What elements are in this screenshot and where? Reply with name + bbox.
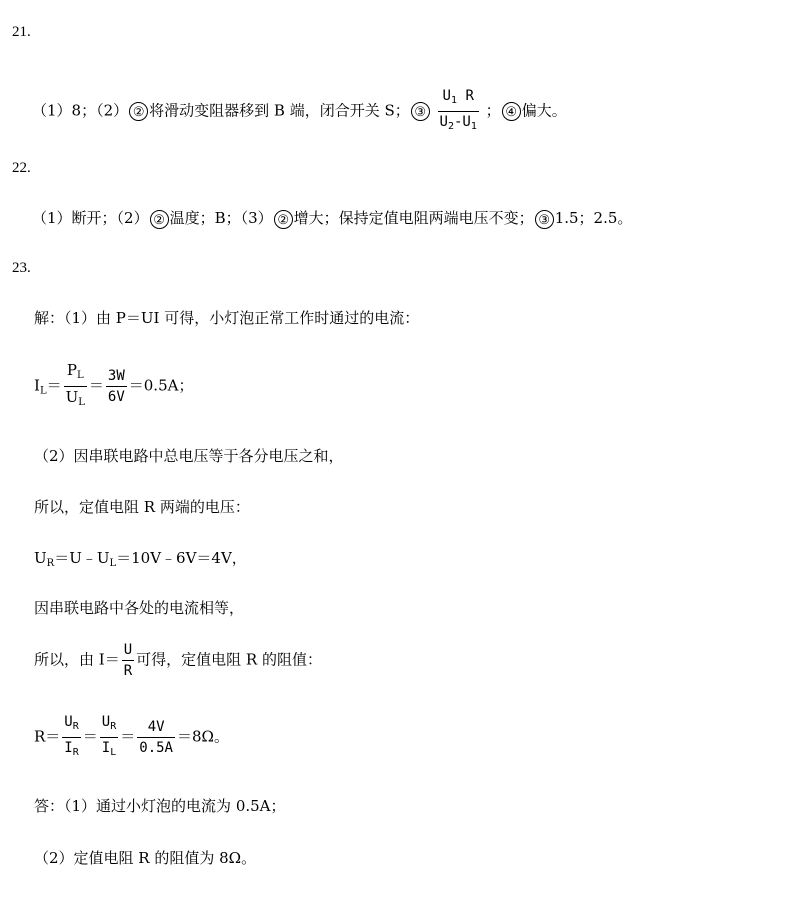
question-number-22: 22. <box>12 160 31 176</box>
question-number-23: 23. <box>12 260 31 276</box>
current-equation: $I_L=$ $\frac{P_L}{U_L}$ ＝ $\frac{3W}{6V}$ ＝0.5A； <box>34 360 193 413</box>
solution-line-6: 因串联电路中各处的电流相等， <box>34 599 245 617</box>
separator: ； <box>485 101 501 120</box>
answer-22-step4: 1.5；2.5。 <box>554 209 633 227</box>
answer-22-line <box>32 208 632 229</box>
answer-22-step3: 增大；保持定值电阻两端电压不变； <box>293 209 534 227</box>
answer-line-2: （2）定值电阻 R 的阻值为 8Ω。 <box>34 849 257 867</box>
fraction-ur-over-ir: $\frac{U_R}{I_R}$ <box>64 714 79 758</box>
circled-3-marker: ③ <box>411 102 430 121</box>
question-number-21: 21. <box>12 24 31 40</box>
answer-21-step2: 将滑动变阻器移到 B 端，闭合开关 S； <box>149 101 410 120</box>
solution-line-7: 所以，由 I＝ $\frac{U}{R}$ 可得，定值电阻 R 的阻值： <box>34 642 322 679</box>
circled-2-marker: ② <box>274 210 293 229</box>
fraction-3w-over-6v: $\frac{3W}{6V}$ <box>107 368 125 405</box>
fraction-4v-over-0.5a: $\frac{4V}{0.5A}$ <box>139 719 173 756</box>
solution-line-1: 解：（1）由 P＝UI 可得，小灯泡正常工作时通过的电流： <box>34 309 420 327</box>
solution-line-4: 所以，定值电阻 R 两端的电压： <box>34 498 250 516</box>
circled-4-marker: ④ <box>502 102 521 121</box>
circled-3-marker: ③ <box>535 210 554 229</box>
answer-line-1: 答：（1）通过小灯泡的电流为 0.5A； <box>34 797 286 815</box>
answer-21-part1: （1）8；（2） <box>32 101 129 120</box>
answer-22-step2: 温度；B；（3） <box>169 209 273 227</box>
answer-21-step4: 偏大。 <box>521 101 567 120</box>
resistance-equation: R＝ $\frac{U_R}{I_R}$ ＝ $\frac{U_R}{I_L}$ ＝ $\frac{4V}{0.5A}$ ＝8Ω。 <box>34 712 229 763</box>
circled-2-marker: ② <box>150 210 169 229</box>
answer-22-part1: （1）断开；（2） <box>32 209 149 227</box>
fraction-ur-over-il: $\frac{U_R}{I_L}$ <box>101 714 117 758</box>
solution-line-3: （2）因串联电路中总电压等于各分电压之和， <box>34 447 344 465</box>
fraction-pl-over-ul: $\frac{P_L}{U_L}$ <box>65 361 85 408</box>
answer-21-line <box>32 86 567 137</box>
fraction-u-over-r: $\frac{U}{R}$ <box>123 642 133 679</box>
voltage-equation: $U_R=U﹣U_L=10V﹣6V=4V$， <box>34 549 247 569</box>
circled-2-marker: ② <box>129 102 148 121</box>
fraction-u1r-over-u2-minus-u1: $\frac{U_1 R}{U_2-U_1}$ <box>439 88 477 132</box>
